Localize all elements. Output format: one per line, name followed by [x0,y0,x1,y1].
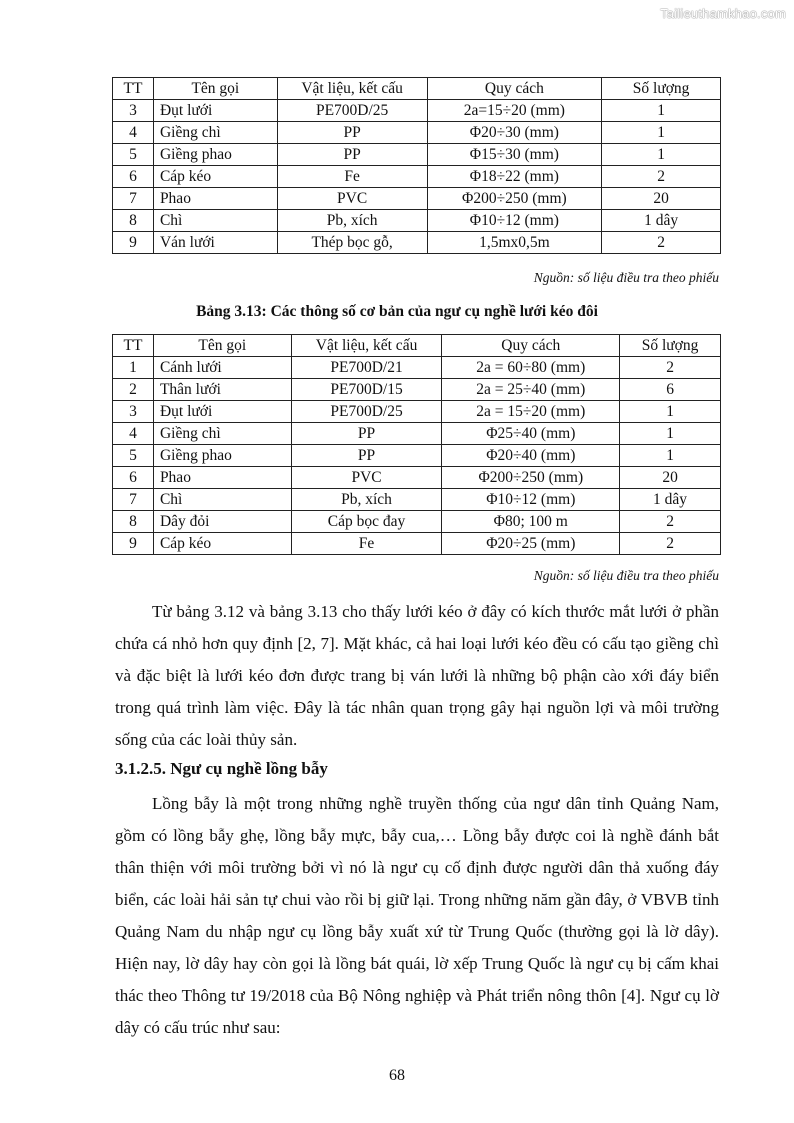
table-cell: 7 [113,489,154,511]
table-header-row [113,78,721,100]
table-cell: 2a=15÷20 (mm) [427,100,602,122]
table-cell: 2 [602,232,721,254]
table-cell: Giềng phao [153,144,277,166]
table-cell: 4 [113,423,154,445]
table-cell: Φ20÷30 (mm) [427,122,602,144]
table-cell: 9 [113,232,154,254]
table-cell: 1,5mx0,5m [427,232,602,254]
table-header-cell: Số lượng [620,335,721,357]
table-cell: Cáp bọc đay [291,511,442,533]
table-header-cell: Tên gọi [153,78,277,100]
table-cell: Đụt lưới [153,100,277,122]
table-cell: Chì [153,489,291,511]
table-cell: Phao [153,188,277,210]
table-cell: Cáp kéo [153,166,277,188]
table-cell: PP [277,122,427,144]
table-header-cell: Quy cách [427,78,602,100]
table-row [113,357,721,379]
table-row [113,188,721,210]
table-cell: Φ20÷25 (mm) [442,533,620,555]
table-cell: PP [291,423,442,445]
gear-table-single-trawl [112,77,721,254]
table-cell: Chì [153,210,277,232]
table-row [113,445,721,467]
table-cell: Cáp kéo [153,533,291,555]
table-cell: Fe [277,166,427,188]
table-cell: Φ18÷22 (mm) [427,166,602,188]
table-row [113,232,721,254]
table-row [113,423,721,445]
table-row [113,489,721,511]
table-cell: 1 [620,401,721,423]
table-cell: Φ25÷40 (mm) [442,423,620,445]
table-cell: 1 dây [620,489,721,511]
table-cell: Φ200÷250 (mm) [427,188,602,210]
table-cell: 3 [113,401,154,423]
table-cell: PE700D/25 [277,100,427,122]
table-cell: Cánh lưới [153,357,291,379]
table-cell: Ván lưới [153,232,277,254]
table-cell: 2 [620,357,721,379]
body-paragraph: Lồng bẫy là một trong những nghề truyền thống của ngư dân tỉnh Quảng Nam, gồm có lồng bẫy ghẹ, lồng bẫy mực, bẫy cua,… Lồng bẫy được coi là nghề đánh bắt thân thiện với môi trường bởi vì nó là ngư cụ cố định được người dân thả xuống đáy biển, các loài hải sản tự chui vào rồi bị giữ lại. Trong những năm gần đây, ở VBVB tỉnh Quảng Nam du nhập ngư cụ lồng bẫy xuất xứ từ Trung Quốc (thường gọi là lờ dây). Hiện nay, lờ dây hay còn gọi là lồng bát quái, lờ xếp Trung Quốc là ngư cụ bị cấm khai thác theo Thông tư 19/2018 của Bộ Nông nghiệp và Phát triển nông thôn [4]. Ngư cụ lờ dây có cấu trúc như sau: [115,794,719,1037]
table-header-cell: TT [113,78,154,100]
table-row [113,166,721,188]
table-cell: Giềng phao [153,445,291,467]
table-cell: 3 [113,100,154,122]
table-cell: PE700D/15 [291,379,442,401]
table-cell: 1 dây [602,210,721,232]
table-source-note: Nguồn: số liệu điều tra theo phiếu [533,270,719,285]
table-cell: 8 [113,210,154,232]
table-cell: 20 [620,467,721,489]
table-header-cell: TT [113,335,154,357]
table-cell: 5 [113,445,154,467]
table-cell: PE700D/21 [291,357,442,379]
table-cell: 20 [602,188,721,210]
table-row [113,210,721,232]
table-header-cell: Quy cách [442,335,620,357]
table-cell: Pb, xích [291,489,442,511]
section-heading: 3.1.2.5. Ngư cụ nghề lồng bẫy [115,759,328,778]
table-cell: Φ15÷30 (mm) [427,144,602,166]
table-cell: 1 [620,445,721,467]
table-cell: 2a = 25÷40 (mm) [442,379,620,401]
table-cell: PP [277,144,427,166]
table-row [113,100,721,122]
table-cell: Φ200÷250 (mm) [442,467,620,489]
table-header-cell: Vật liệu, kết cấu [277,78,427,100]
table-cell: 1 [602,144,721,166]
table-cell: Dây đỏi [153,511,291,533]
table-header-row [113,335,721,357]
table-cell: 4 [113,122,154,144]
body-paragraph: Từ bảng 3.12 và bảng 3.13 cho thấy lưới kéo ở đây có kích thước mắt lưới ở phần chứa cá nhỏ hơn quy định [2, 7]. Mặt khác, cả hai loại lưới kéo đều có cấu tạo giềng chì và đặc biệt là lưới kéo đơn được trang bị ván lưới là những bộ phận cào xới đáy biển trong quá trình làm việc. Đây là tác nhân quan trọng gây hại nguồn lợi và môi trường sống của các loài thủy sản. [115,602,719,749]
table-cell: Đụt lưới [153,401,291,423]
table-cell: PVC [277,188,427,210]
table-cell: 1 [113,357,154,379]
table-cell: 1 [620,423,721,445]
table-cell: Pb, xích [277,210,427,232]
table-cell: 2 [620,533,721,555]
table-cell: PVC [291,467,442,489]
table-cell: PP [291,445,442,467]
table-cell: Giềng chì [153,423,291,445]
table-header-cell: Vật liệu, kết cấu [291,335,442,357]
table-row [113,122,721,144]
table-cell: Giềng chì [153,122,277,144]
table-cell: 2 [602,166,721,188]
table-header-cell: Số lượng [602,78,721,100]
table-row [113,401,721,423]
table-cell: PE700D/25 [291,401,442,423]
table-cell: Thép bọc gỗ, [277,232,427,254]
table-cell: 6 [620,379,721,401]
table-cell: 6 [113,166,154,188]
table-row [113,379,721,401]
table-cell: 6 [113,467,154,489]
table-row [113,467,721,489]
table-cell: Φ20÷40 (mm) [442,445,620,467]
table-cell: Φ80; 100 m [442,511,620,533]
table-cell: 2 [620,511,721,533]
gear-table-pair-trawl [112,334,721,555]
table-row [113,144,721,166]
table-cell: 1 [602,100,721,122]
table-cell: 9 [113,533,154,555]
table-row [113,533,721,555]
table-cell: 1 [602,122,721,144]
table-cell: Φ10÷12 (mm) [442,489,620,511]
table-cell: 2a = 15÷20 (mm) [442,401,620,423]
table-cell: 7 [113,188,154,210]
table-row [113,511,721,533]
table-cell: Phao [153,467,291,489]
table-cell: 8 [113,511,154,533]
page-number: 68 [389,1067,405,1084]
table-cell: Thân lưới [153,379,291,401]
table-caption: Bảng 3.13: Các thông số cơ bản của ngư cụ nghề lưới kéo đôi [196,303,598,320]
watermark: Tailieuthamkhao.com [660,6,786,21]
table-cell: Φ10÷12 (mm) [427,210,602,232]
table-cell: 2 [113,379,154,401]
table-cell: 2a = 60÷80 (mm) [442,357,620,379]
table-source-note: Nguồn: số liệu điều tra theo phiếu [533,568,719,583]
table-cell: Fe [291,533,442,555]
table-cell: 5 [113,144,154,166]
table-header-cell: Tên gọi [153,335,291,357]
